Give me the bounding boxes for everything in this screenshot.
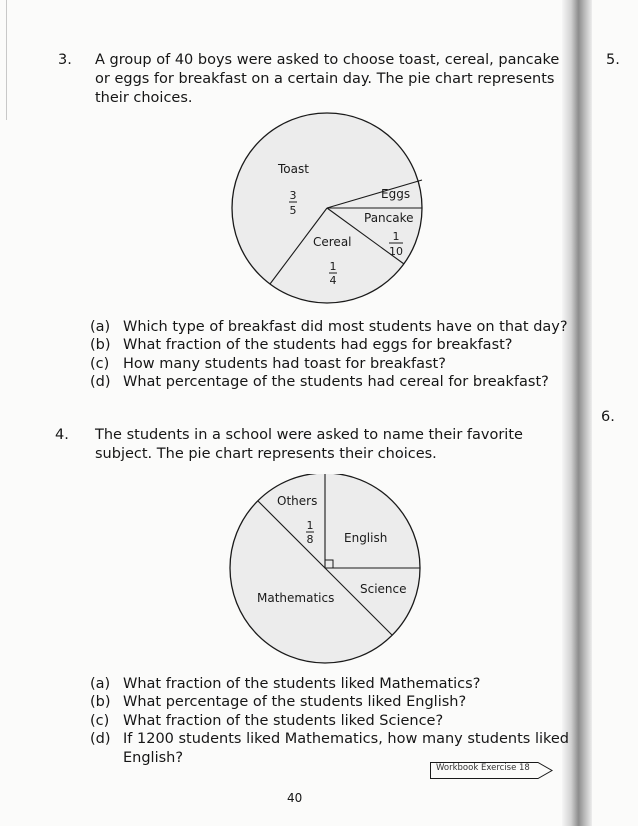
question-part [90,355,568,373]
part-label: (c) [90,712,110,729]
workbook-exercise-label: Workbook Exercise 18 [436,763,530,773]
question-part [90,693,569,711]
question-text: The students in a school were asked to name their favorite subject. The pie chart represents their choices. [95,427,523,462]
slice-label-mathematics: Mathematics [257,591,335,605]
part-text: What percentage of the students had cereal for breakfast? [123,374,549,391]
part-text: What fraction of the students liked Science? [123,712,444,729]
part-text: How many students had toast for breakfast? [123,355,446,372]
part-label: (b) [90,694,111,711]
question-part [90,712,569,730]
part-text: What fraction of the students liked Mathematics? [123,676,481,692]
question-part [90,675,569,693]
question-parts [90,675,569,767]
question-parts [90,318,568,392]
slice-label-eggs: Eggs [381,187,411,201]
question-text: A group of 40 boys were asked to choose toast, cereal, pancake or eggs for breakfast on a certain day. The pie chart represents their choices. [95,52,560,106]
breakfast-pie-chart [228,110,428,310]
page-number: 40 [287,791,303,805]
question-part [90,373,568,391]
fraction-numerator: 1 [329,260,337,273]
part-text: If 1200 students liked Mathematics, how many students liked [123,731,570,748]
part-label: (b) [90,337,111,354]
next-page-question-number: 6. [601,409,615,425]
part-text: Which type of breakfast did most students have on that day? [123,319,568,335]
slice-label-pancake: Pancake [364,211,414,225]
question-part [90,318,568,336]
fraction-denominator: 5 [289,204,297,217]
workbook-exercise-tag [430,762,540,778]
slice-label-english: English [344,531,388,545]
fraction-numerator: 1 [306,519,314,532]
part-label: (c) [90,355,110,372]
part-label: (d) [90,374,111,391]
question-number: 3. [58,52,72,68]
fraction-numerator: 1 [392,230,400,243]
slice-label-science: Science [360,582,407,596]
fraction-denominator: 4 [329,274,337,287]
slice-label-toast: Toast [278,162,309,176]
part-text: What fraction of the students had eggs for breakfast? [123,337,513,354]
question-part [90,336,568,354]
part-label: (a) [90,676,111,692]
page-edge-mark [6,0,7,120]
part-label: (d) [90,731,111,748]
next-page-question-number: 5. [606,52,620,68]
part-text: What percentage of the students liked English? [123,694,467,711]
fraction-denominator: 10 [389,245,403,258]
fraction-numerator: 3 [289,189,297,202]
fraction-denominator: 8 [306,533,314,546]
question-number: 4. [55,427,69,443]
slice-label-cereal: Cereal [313,235,352,249]
part-label: (a) [90,319,111,335]
question-part [90,730,569,748]
slice-label-others: Others [277,494,318,508]
part-text-continuation: English? [123,749,184,766]
favorite-subject-pie-chart [226,474,426,674]
